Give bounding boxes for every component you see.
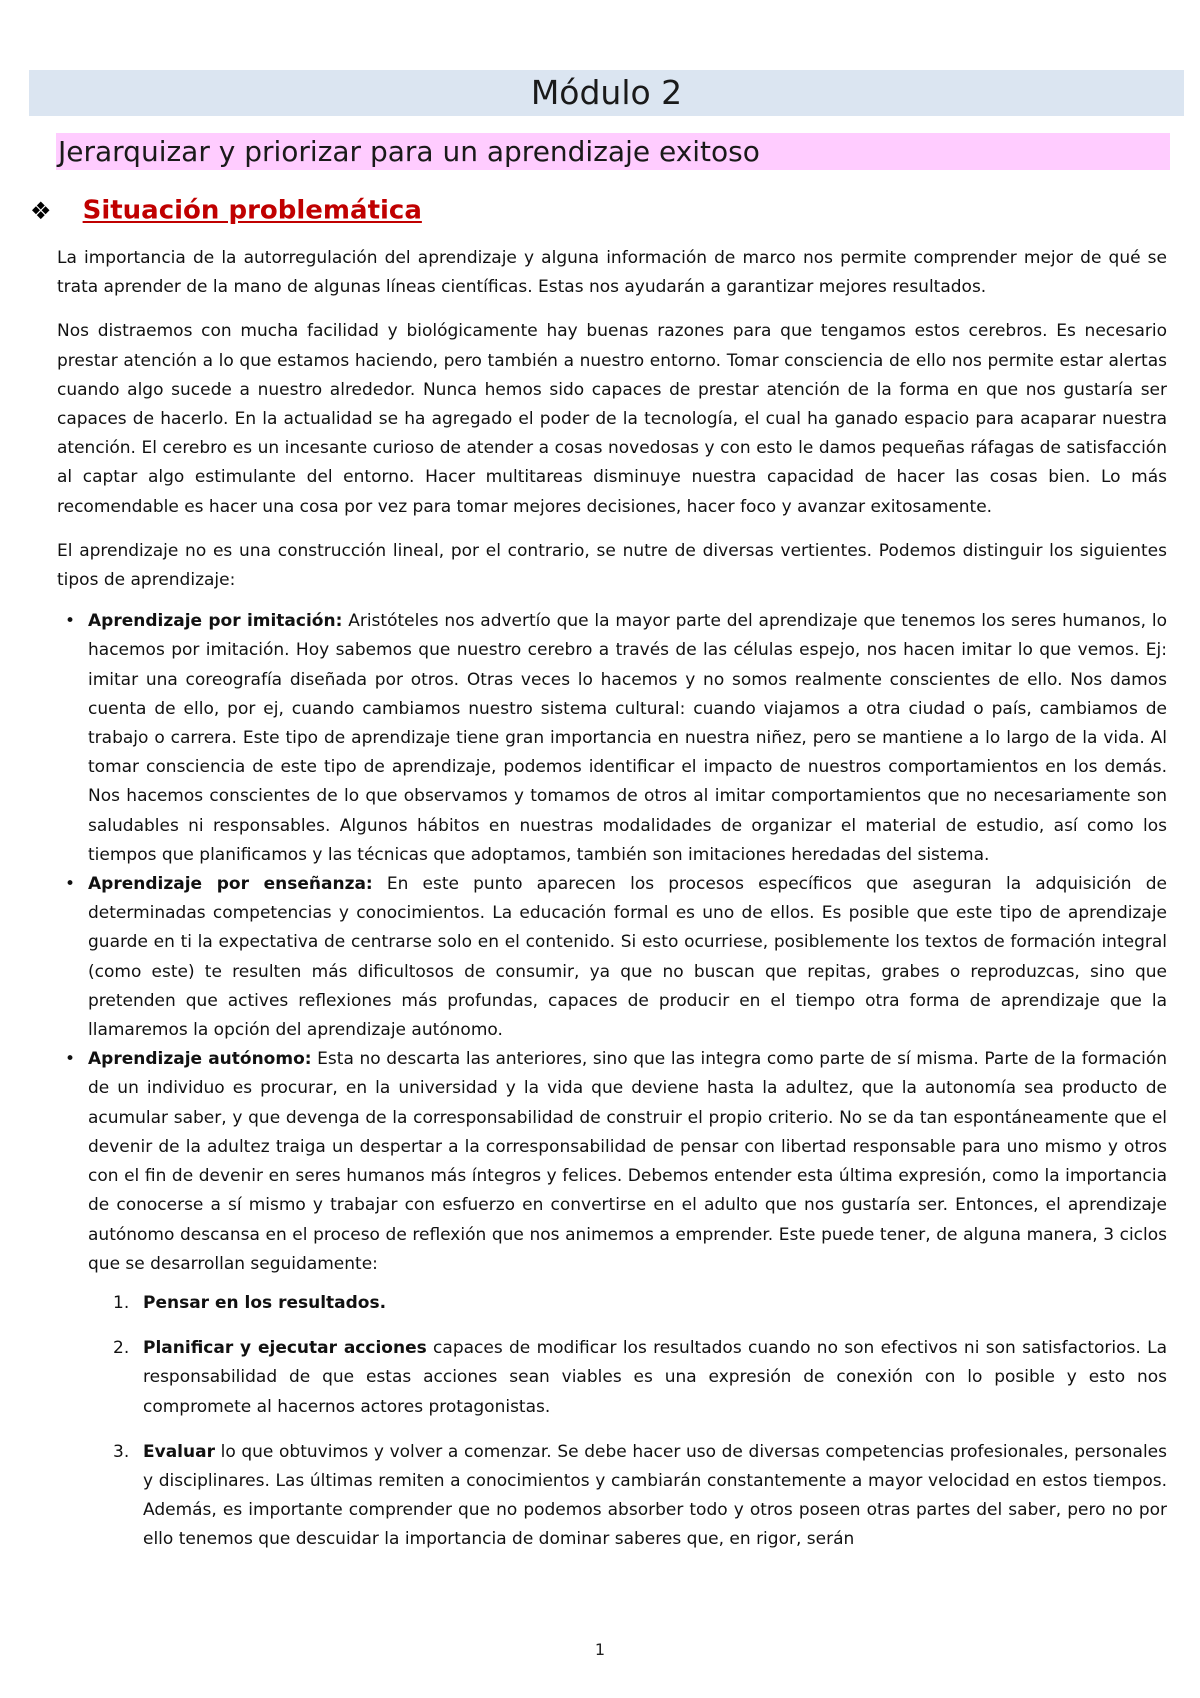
page-number: 1 [594, 1640, 606, 1659]
learning-types-list [57, 607, 1167, 1279]
numbered-item-text: capaces de modificar los resultados cuando no son efectivos ni son satisfactorios. La responsabilidad de que estas acciones sean viables es una expresión de conexión con lo posible y esto nos compromete al hacernos actores protagonistas. [143, 1338, 1167, 1417]
list-item-text: Aristóteles nos advertío que la mayor parte del aprendizaje que tenemos los seres humanos, lo hacemos por imitación. Hoy sabemos que nuestro cerebro a través de las células espejo, nos hacen imitar lo que vemos. Ej: imitar una coreografía diseñada por otros. Otras veces lo hacemos y no somos realmente conscientes de ello. Nos damos cuenta de ello, por ej, cuando cambiamos nuestro sistema cultural: cuando viajamos a otra ciudad o país, cambiamos de trabajo o carrera. Este tipo de aprendizaje tiene gran importancia en nuestra niñez, pero se mantiene a lo largo de la vida. Al tomar consciencia de este tipo de aprendizaje, podemos identificar el impacto de nuestros comportamientos en los demás. Nos hacemos conscientes de lo que observamos y tomamos de otros al imitar comportamientos que no necesariamente son saludables ni responsables. Algunos hábitos en nuestras modalidades de organizar el material de estudio, así como los tiempos que planificamos y las técnicas que adoptamos, también son imitaciones heredadas del sistema. [88, 611, 1167, 865]
bullet-icon: • [65, 1049, 76, 1070]
numbered-item-term: Pensar en los resultados. [143, 1292, 387, 1313]
section-heading [30, 190, 422, 230]
item-number: 1. [113, 1292, 130, 1313]
numbered-item-text: lo que obtuvimos y volver a comenzar. Se debe hacer uso de diversas competencias profesionales, personales y disciplinares. Las últimas remiten a conocimientos y cambiarán constantemente a mayor velocidad en estos tiempos. Además, es importante comprender que no podemos absorber todo y otros poseen otras partes del saber, pero no por ello tenemos que descuidar la importancia de dominar saberes que, en rigor, serán [143, 1441, 1167, 1550]
list-item-text: En este punto aparecen los procesos específicos que aseguran la adquisición de determinadas competencias y conocimientos. La educación formal es uno de ellos. Es posible que este tipo de aprendizaje guarde en ti la expectativa de centrarse solo en el contenido. Si esto ocurriese, posiblemente los textos de formación integral (como este) te resulten más dificultosos de consumir, ya que no buscan que repitas, grabes o reproduzcas, sino que pretenden que actives reflexiones más profundas, capaces de producir en el tiempo otra forma de aprendizaje que la llamaremos la opción del aprendizaje autónomo. [88, 874, 1167, 1041]
bullet-icon: • [65, 874, 76, 895]
list-item-term: Aprendizaje autónomo: [88, 1049, 312, 1070]
subtitle: Jerarquizar y priorizar para un aprendizaje exitoso [56, 133, 1170, 170]
paragraph: Nos distraemos con mucha facilidad y biológicamente hay buenas razones para que tengamos estos cerebros. Es necesario prestar atención a lo que estamos haciendo, pero también a nuestro entorno. Tomar consciencia de ello nos permite estar alertas cuando algo sucede a nuestro alrededor. Nunca hemos sido capaces de prestar atención de la forma en que nos gustaría ser capaces de hacerlo. En la actualidad se ha agregado el poder de la tecnología, el cual ha ganado espacio para acaparar nuestra atención. El cerebro es un incesante curioso de atender a cosas novedosas y con esto le damos pequeñas ráfagas de satisfacción al captar algo estimulante del entorno. Hacer multitareas disminuye nuestra capacidad de hacer las cosas bien. Lo más recomendable es hacer una cosa por vez para tomar mejores decisiones, hacer foco y avanzar exitosamente. [57, 321, 1167, 517]
list-item-term: Aprendizaje por imitación: [88, 611, 343, 632]
list-item [57, 870, 1167, 1045]
list-item [57, 1045, 1167, 1279]
paragraph: La importancia de la autorregulación del aprendizaje y alguna información de marco nos permite comprender mejor de qué se trata aprender de la mano de algunas líneas científicas. Estas nos ayudarán a garantizar mejores resultados. [57, 248, 1167, 298]
list-item-text: Esta no descarta las anteriores, sino que las integra como parte de sí misma. Parte de la formación de un individuo es procurar, en la universidad y la vida que deviene hasta la adultez, que la autonomía sea producto de acumular saber, y que devenga de la corresponsabilidad de construir el propio criterio. No se da tan espontáneamente que el devenir de la adultez traiga un despertar a la corresponsabilidad de pensar con libertad responsable para uno mismo y otros con el fin de devenir en seres humanos más íntegros y felices. Debemos entender esta última expresión, como la importancia de conocerse a sí mismo y trabajar con esfuerzo en convertirse en el adulto que nos gustaría ser. Entonces, el aprendizaje autónomo descansa en el proceso de reflexión que nos animemos a emprender. Este puede tener, de alguna manera, 3 ciclos que se desarrollan seguidamente: [88, 1049, 1167, 1274]
bullet-icon: • [65, 611, 76, 632]
numbered-item-term: Planificar y ejecutar acciones [143, 1338, 427, 1359]
cycles-list [57, 1289, 1167, 1555]
item-number: 2. [113, 1338, 130, 1359]
numbered-item [57, 1438, 1167, 1555]
document-body [57, 244, 1167, 1571]
numbered-item [57, 1289, 1167, 1318]
numbered-item-term: Evaluar [143, 1441, 215, 1462]
numbered-item [57, 1334, 1167, 1422]
module-title: Módulo 2 [29, 70, 1184, 116]
item-number: 3. [113, 1441, 130, 1462]
list-item [57, 607, 1167, 870]
section-title: Situación problemática [82, 195, 422, 226]
list-item-term: Aprendizaje por enseñanza: [88, 874, 373, 895]
diamond-bullet-icon: ❖ [30, 196, 52, 225]
paragraph: El aprendizaje no es una construcción lineal, por el contrario, se nutre de diversas vertientes. Podemos distinguir los siguientes tipos de aprendizaje: [57, 540, 1167, 591]
